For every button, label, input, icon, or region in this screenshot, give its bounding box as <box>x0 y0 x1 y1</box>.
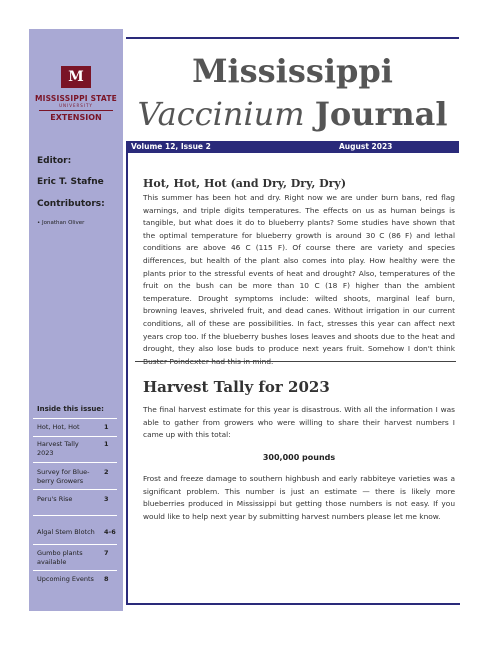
article2-intro: The final harvest estimate for this year is disastrous. With all the information I was able to gather from growers who were willing to share their harvest numbers I came up with this total: <box>143 405 455 440</box>
logo-state: MISSISSIPPI STATE <box>35 94 117 103</box>
logo-university: UNIVERSITY <box>59 103 93 108</box>
issue-volume: Volume 12, Issue 2 <box>131 142 211 151</box>
article-divider <box>135 361 456 362</box>
article2-body: Frost and freeze damage to southern highbush and early rabbiteye varieties was a significant problem. This number is just an estimate — there is likely more blueberries produced in Mississippi but getting those numbers is not easy. If you would like to help next year by submitting harvest numbers please let me know. <box>143 474 455 521</box>
article1-heading: Hot, Hot, Hot (and Dry, Dry, Dry) <box>143 177 347 190</box>
issue-date: August 2023 <box>339 142 393 151</box>
editor-name: Eric T. Stafne <box>37 177 104 187</box>
contributor-item: • Jonathan Oliver <box>37 220 85 226</box>
issue-bar <box>126 141 459 153</box>
contributors-label: Contributors: <box>37 199 105 209</box>
article1-body: This summer has been hot and dry. Right now we are under burn bans, red flag warnings, and triple digits temperatures. The effects on us as human beings is tangible, but what does it do to blueberry plants? Some studies have shown that the optimal temperature for blueberry growth is around 30 C (86 F) and lethal conditions are above 46 C (115 F). Of course there are variety and species differences, but health of the plant also comes into play. How healthy were the plants prior to the stressful events of heat and drought? Also, temperatures of the fruit on the bush can be more than 10 C (18 F) higher than the ambient temperature. Drought symptoms include: wilted shoots, marginal leaf burn, browning leaves, shriveled fruit, and dead canes. Without irrigation in our current conditions, all of these are possibilities. In fact, stresses this year can affect next years crop too. If the blueberry bushes loses leaves and shoots due to the heat and drought, they also lose buds to produce next years fruit. Somehow I don't think <box>143 193 455 354</box>
masthead-rule <box>126 37 459 39</box>
masthead-title-line2: Vaccinium Journal <box>137 95 448 133</box>
editor-label: Editor: <box>37 156 72 166</box>
masthead-title-line1: Mississippi <box>192 52 393 90</box>
logo-extension: EXTENSION <box>39 110 113 122</box>
msu-extension-logo <box>29 66 123 122</box>
harvest-total: 300,000 pounds <box>262 453 336 462</box>
article2-heading: Harvest Tally for 2023 <box>143 378 330 396</box>
msu-logo-icon: M <box>61 66 91 88</box>
toc-title: Inside this issue: <box>37 405 104 413</box>
